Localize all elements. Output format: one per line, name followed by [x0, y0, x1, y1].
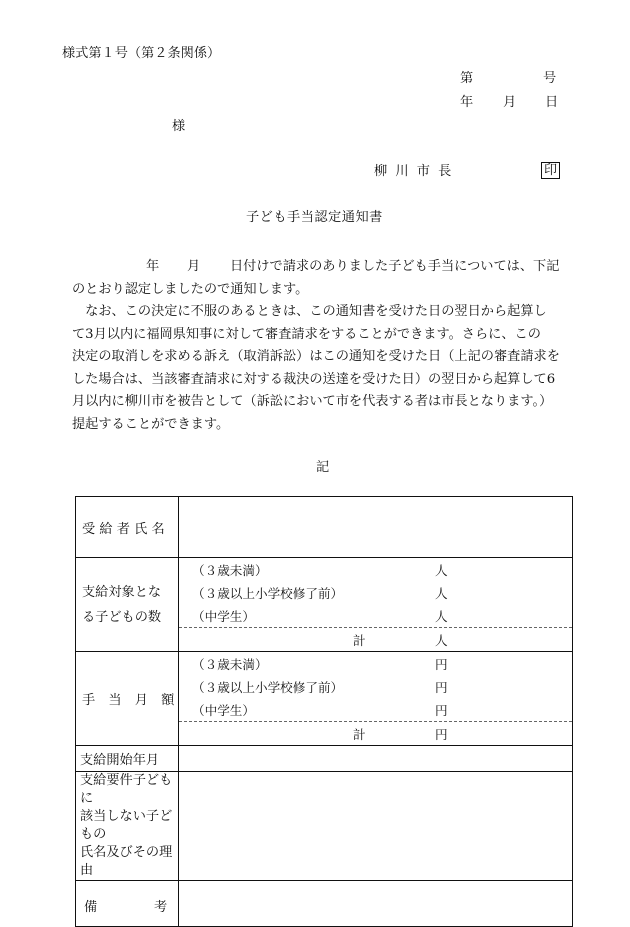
category-label: （３歳未満） [192, 563, 268, 578]
amount-row[interactable] [179, 698, 572, 721]
notice-body [72, 256, 578, 436]
unit-label: 円 [435, 680, 448, 695]
child-count-label [76, 558, 179, 652]
body-line-1-rest: 日付けで請求のありました子ども手当については、下記 [230, 259, 560, 274]
amount-row[interactable] [179, 675, 572, 698]
body-month: 月 [187, 259, 201, 274]
monthly-amount-label: 手 当 月 額 [76, 652, 179, 746]
number-label: 第 [460, 71, 474, 86]
remarks-label-1: 備 [84, 900, 98, 915]
unit-label: 人 [435, 586, 448, 601]
exclusion-label-3: 氏名及びその理由 [80, 845, 173, 878]
details-table [75, 496, 573, 927]
category-label: （３歳以上小学校修了前） [192, 680, 344, 695]
child-count-row[interactable] [179, 581, 572, 604]
total-label: 計 [353, 633, 366, 648]
form-number: 様式第１号（第２条関係） [62, 46, 221, 61]
child-count-row[interactable] [179, 558, 572, 581]
child-count-label-1: 支給対象とな [82, 584, 162, 600]
child-count-label-2: る子どもの数 [82, 609, 162, 625]
unit-label: 円 [435, 657, 448, 672]
exclusion-field[interactable] [179, 772, 573, 881]
unit-label: 人 [435, 609, 448, 624]
body-line-1 [72, 256, 578, 279]
category-label: （３歳以上小学校修了前） [192, 586, 344, 601]
category-label: （中学生） [192, 609, 255, 624]
official-seal: 印 [541, 162, 560, 179]
amount-row[interactable] [179, 652, 572, 675]
body-line: した場合は、当該審査請求に対する裁決の送達を受けた日）の翌日から起算して6 [72, 371, 556, 387]
remarks-label-2: 考 [154, 900, 168, 915]
child-count-cell [179, 558, 573, 652]
category-label: （３歳未満） [192, 657, 268, 672]
amount-total-row[interactable] [179, 721, 572, 745]
remarks-field[interactable] [179, 881, 573, 927]
body-line: 月以内に柳川市を被告として（訴訟において市を代表する者は市長となります。） [72, 394, 553, 409]
date-month: 月 [503, 95, 517, 110]
category-label: （中学生） [192, 703, 255, 718]
body-year: 年 [146, 259, 160, 274]
exclusion-label [76, 772, 179, 881]
monthly-amount-cell [179, 652, 573, 746]
addressee-suffix: 様 [172, 119, 186, 134]
body-line: て3月以内に福岡県知事に対して審査請求をすることができます。さらに、この [72, 326, 541, 342]
remarks-label [76, 881, 179, 927]
ki-heading: 記 [316, 460, 330, 475]
unit-label: 人 [435, 563, 448, 578]
number-suffix: 号 [543, 71, 557, 86]
body-line: のとおり認定しましたので通知します。 [72, 281, 309, 297]
start-month-label: 支給開始年月 [76, 746, 179, 772]
unit-label: 円 [435, 727, 448, 742]
document-title: 子ども手当認定通知書 [246, 210, 383, 225]
body-line: 提起することができます。 [72, 416, 230, 432]
recipient-name-field[interactable] [179, 497, 573, 558]
unit-label: 円 [435, 703, 448, 718]
date-year: 年 [460, 95, 474, 110]
issuer-name: 柳 川 市 長 [374, 164, 454, 179]
exclusion-label-1: 支給要件子どもに [80, 773, 173, 806]
child-count-total-row[interactable] [179, 627, 572, 651]
body-line: なお、この決定に不服のあるときは、この通知書を受けた日の翌日から起算し [72, 304, 547, 319]
exclusion-label-2: 該当しない子どもの [80, 809, 173, 842]
body-line: 決定の取消しを求める訴え（取消訴訟）はこの通知を受けた日（上記の審査請求を [72, 349, 560, 364]
date-day: 日 [545, 95, 559, 110]
start-month-field[interactable] [179, 746, 573, 772]
unit-label: 人 [435, 633, 448, 648]
total-label: 計 [353, 727, 366, 742]
recipient-name-label: 受 給 者 氏 名 [76, 497, 179, 558]
child-count-row[interactable] [179, 604, 572, 627]
